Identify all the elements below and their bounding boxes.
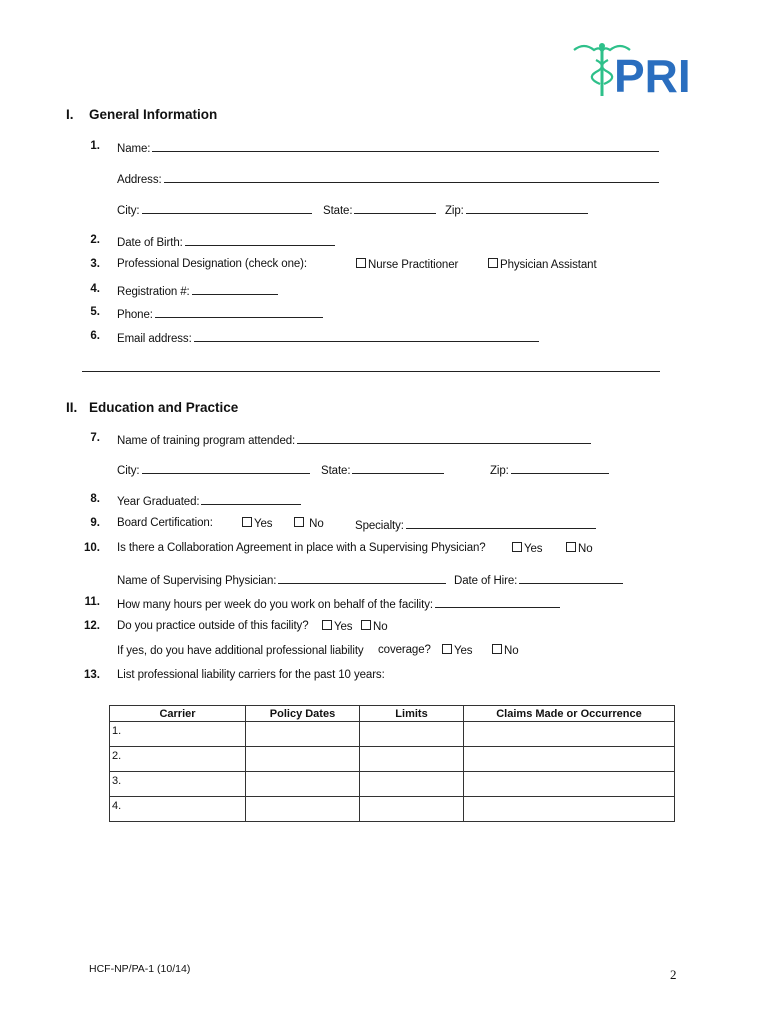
claims-cell[interactable] (464, 722, 675, 747)
page-number: 2 (670, 967, 677, 982)
limits-cell[interactable] (360, 772, 464, 797)
name-label: Name: (117, 143, 151, 155)
coverage-no-checkbox[interactable] (492, 644, 519, 657)
policy-dates-cell[interactable] (246, 747, 360, 772)
section-2-numeral: II. (66, 400, 78, 415)
claims-cell[interactable] (464, 797, 675, 822)
training-state-field[interactable] (321, 462, 444, 477)
city-label: City: (117, 205, 140, 217)
checkbox-icon (361, 620, 371, 630)
checkbox-label: Physician Assistant (500, 259, 597, 271)
checkbox-icon (512, 542, 522, 552)
liability-carriers-table (109, 705, 675, 822)
board-label: Board Certification: (117, 517, 213, 529)
checkbox-icon (566, 542, 576, 552)
outside-label: Do you practice outside of this facility? (117, 620, 309, 632)
item-number: 4. (90, 283, 100, 295)
specialty-label: Specialty: (355, 520, 404, 532)
supervisor-label: Name of Supervising Physician: (117, 575, 277, 587)
phone-label: Phone: (117, 309, 153, 321)
checkbox-icon (492, 644, 502, 654)
limits-cell[interactable] (360, 747, 464, 772)
item-number: 9. (90, 517, 100, 529)
claims-cell[interactable] (464, 772, 675, 797)
checkbox-label: Yes (454, 645, 473, 657)
section-1-title: General Information (89, 107, 218, 122)
state-label: State: (323, 205, 353, 217)
carrier-cell[interactable]: 3. (110, 772, 246, 797)
item-number: 6. (90, 330, 100, 342)
specialty-field[interactable] (355, 517, 596, 532)
column-header: Claims Made or Occurrence (464, 706, 675, 722)
collab-label: Is there a Collaboration Agreement in place with a Supervising Physician? (117, 542, 486, 554)
limits-cell[interactable] (360, 797, 464, 822)
registration-field[interactable] (117, 283, 278, 298)
checkbox-label: Yes (254, 518, 273, 530)
table-header-row (110, 706, 675, 722)
section-1-numeral: I. (66, 107, 74, 122)
outside-yes-checkbox[interactable] (322, 620, 352, 633)
name-field[interactable] (117, 140, 659, 155)
limits-cell[interactable] (360, 722, 464, 747)
checkbox-label: No (309, 518, 324, 530)
column-header: Policy Dates (246, 706, 360, 722)
collab-no-checkbox[interactable] (566, 542, 593, 555)
checkbox-label: No (373, 621, 388, 633)
city-label: City: (117, 465, 140, 477)
item-number: 11. (84, 596, 100, 608)
physician-assistant-checkbox[interactable] (488, 258, 597, 271)
board-no-checkbox[interactable] (294, 517, 324, 530)
outside-no-checkbox[interactable] (361, 620, 388, 633)
address-label: Address: (117, 174, 162, 186)
phone-field[interactable] (117, 306, 323, 321)
checkbox-label: No (504, 645, 519, 657)
item-number: 2. (90, 234, 100, 246)
email-label: Email address: (117, 333, 192, 345)
designation-label: Professional Designation (check one): (117, 258, 307, 270)
city-field[interactable] (117, 202, 312, 217)
carriers-label: List professional liability carriers for the past 10 years: (117, 669, 385, 681)
carrier-cell[interactable]: 4. (110, 797, 246, 822)
year-graduated-field[interactable] (117, 493, 301, 508)
table-row (110, 747, 675, 772)
dob-field[interactable] (117, 234, 335, 249)
year-label: Year Graduated: (117, 496, 200, 508)
training-program-field[interactable] (117, 432, 591, 447)
item-number: 3. (90, 258, 100, 270)
checkbox-icon (242, 517, 252, 527)
item-number: 13. (84, 669, 100, 681)
column-header: Carrier (110, 706, 246, 722)
section-2-title: Education and Practice (89, 400, 239, 415)
training-zip-field[interactable] (490, 462, 609, 477)
checkbox-icon (356, 258, 366, 268)
address-field[interactable] (117, 171, 659, 186)
logo-text: PRI (614, 50, 691, 98)
zip-field[interactable] (445, 202, 588, 217)
item-number: 7. (90, 432, 100, 444)
collab-yes-checkbox[interactable] (512, 542, 542, 555)
hours-field[interactable] (117, 596, 560, 611)
board-yes-checkbox[interactable] (242, 517, 272, 530)
coverage-label: coverage? (378, 644, 431, 656)
hours-label: How many hours per week do you work on behalf of the facility: (117, 599, 433, 611)
claims-cell[interactable] (464, 747, 675, 772)
checkbox-icon (442, 644, 452, 654)
training-city-field[interactable] (117, 462, 310, 477)
item-number: 5. (90, 306, 100, 318)
column-header: Limits (360, 706, 464, 722)
dob-label: Date of Birth: (117, 237, 183, 249)
checkbox-label: Yes (524, 543, 543, 555)
zip-label: Zip: (445, 205, 464, 217)
policy-dates-cell[interactable] (246, 772, 360, 797)
checkbox-label: Nurse Practitioner (368, 259, 459, 271)
checkbox-label: Yes (334, 621, 353, 633)
state-field[interactable] (323, 202, 436, 217)
registration-label: Registration #: (117, 286, 190, 298)
zip-label: Zip: (490, 465, 509, 477)
nurse-practitioner-checkbox[interactable] (356, 258, 458, 271)
table-row (110, 772, 675, 797)
email-field[interactable] (117, 330, 539, 345)
item-number: 8. (90, 493, 100, 505)
table-row (110, 722, 675, 747)
item-number: 12. (84, 620, 100, 632)
form-code: HCF-NP/PA-1 (10/14) (89, 963, 191, 975)
carrier-cell[interactable]: 1. (110, 722, 246, 747)
checkbox-icon (488, 258, 498, 268)
policy-dates-cell[interactable] (246, 797, 360, 822)
hire-date-field[interactable] (454, 572, 623, 587)
hire-label: Date of Hire: (454, 575, 518, 587)
carrier-cell[interactable]: 2. (110, 747, 246, 772)
supervisor-field[interactable] (117, 572, 446, 587)
section-divider (82, 371, 660, 372)
training-label: Name of training program attended: (117, 435, 296, 447)
coverage-yes-checkbox[interactable] (442, 644, 472, 657)
checkbox-icon (294, 517, 304, 527)
pri-logo (570, 40, 698, 98)
item-number: 1. (90, 140, 100, 152)
item-number: 10. (84, 542, 100, 554)
ifyes-label: If yes, do you have additional professional liability (117, 645, 364, 657)
table-row (110, 797, 675, 822)
state-label: State: (321, 465, 351, 477)
checkbox-label: No (578, 543, 593, 555)
policy-dates-cell[interactable] (246, 722, 360, 747)
checkbox-icon (322, 620, 332, 630)
